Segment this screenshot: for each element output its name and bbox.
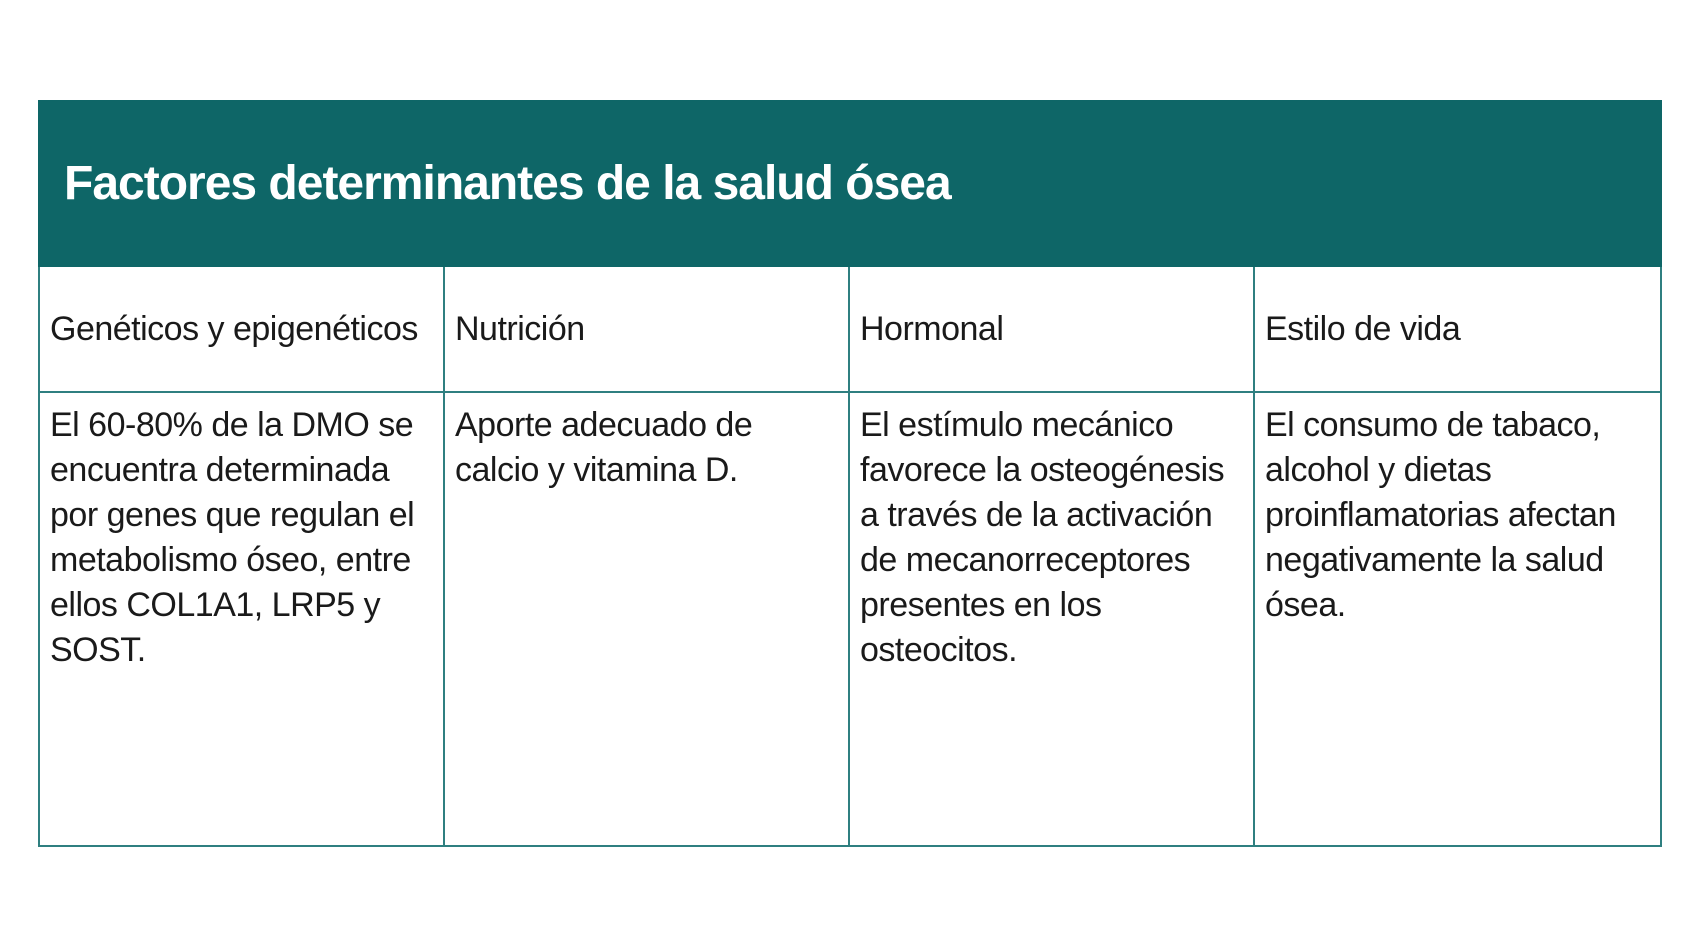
column-header-row [39,266,1661,392]
column-header-lifestyle: Estilo de vida [1254,266,1661,392]
table-title: Factores determinantes de la salud ósea [39,101,1661,266]
cell-nutrition: Aporte adecuado de calcio y vitamina D. [444,392,849,846]
column-header-hormonal: Hormonal [849,266,1254,392]
column-header-genetics: Genéticos y epigenéticos [39,266,444,392]
table-row [39,392,1661,846]
cell-genetics: El 60-80% de la DMO se encuentra determinada por genes que regulan el metabolismo óseo, entre ellos COL1A1, LRP5 y SOST. [39,392,444,846]
bone-health-factors-table [38,100,1662,847]
cell-lifestyle: El consumo de tabaco, alcohol y dietas proinflamatorias afectan negativamente la salud ósea. [1254,392,1661,846]
column-header-nutrition: Nutrición [444,266,849,392]
title-row [39,101,1661,266]
cell-hormonal: El estímulo mecánico favorece la osteogénesis a través de la activación de mecanorreceptores presentes en los osteocitos. [849,392,1254,846]
